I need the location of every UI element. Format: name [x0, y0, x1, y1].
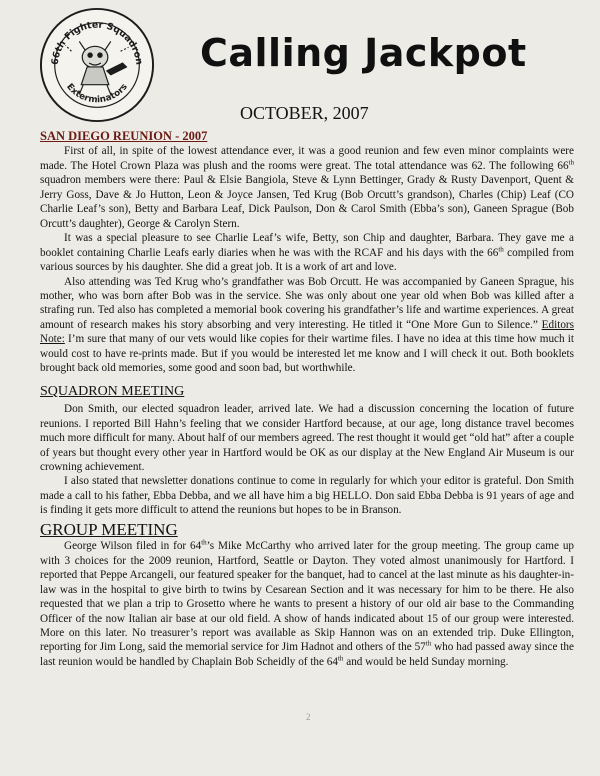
reunion-paragraph-3: Also attending was Ted Krug who’s grandfather was Bob Orcutt. He was accompanied by Ganeen Sprague, his mother, who was born after Bob was in the service. She was only about one year old when Bob was killed after a strafing run. Ted also has completed a memorial book covering his grandfather’s life and wartime experiences. A great amount of research makes his story absorbing and very interesting. He titled it “One More Gun to Silence.” Editors Note: I’m sure that many of our vets would like copies for their wartime files. I have no idea at this time how much it would cost to have re-prints made. But if you would be interested let me know and I will check it out. Both booklets brought back old memories, some good and soon bad, but worthwhile. [40, 275, 574, 375]
newsletter-title: Calling Jackpot [200, 31, 527, 75]
reunion-paragraph-2: It was a special pleasure to see Charlie Leaf’s wife, Betty, son Chip and daughter, Barbara. They gave me a booklet containing Charlie Leafs early diaries when he was with the RCAF and his days with the 66th compiled from various sources by his daughter. She did a great job. It is a work of art and love. [40, 232, 574, 274]
squadron-paragraph-1: Don Smith, our elected squadron leader, arrived late. We had a discussion concerning the location of future reunions. I reported Bill Hahn’s feeling that we consider Hartford because, at our age, long distance travel becomes much more difficult for many. About half of our members agreed. The rest thought it would get “old hat” after a couple of years but thought every other year in Hartford would be OK as our display at the New England Air Museum is our crowning achievement. [40, 403, 574, 473]
reunion-heading: SAN DIEGO REUNION - 2007 [40, 129, 208, 143]
group-meeting-heading: GROUP MEETING [40, 519, 178, 539]
logo-text-top: 66th Fighter Squadron [49, 19, 145, 66]
logo-text-bottom: Exterminators [64, 82, 130, 106]
group-paragraph-1: George Wilson filed in for 64th’s Mike McCarthy who arrived later for the group meeting. The group came up with 3 choices for the 2009 reunion, Hartford, Seattle or Dayton. They voted almost unanimously for Hartford. I reported that Peppe Arcangeli, our featured speaker for the banquet, had to cancel at the last minute as his daughter-in-law was in the hospital to give birth to twins by Cesarean Section and it was necessary for him to be there. He also requested that we plan a trip to Grosetto where he wants to present a history of our old air base to the Commanding Officer of the now Italian air base at our old field. A show of hands indicated about 15 of our group were interested. More on this later. No treasurer’s report was available as Skip Hannon was on an extended trip. Duke Ellington, reporting for Jim Long, said the memorial service for Jim Hadnot and others of the 57th who had passed away since the last reunion would be handled by Chaplain Bob Scheidly of the 64th and would be held Sunday morning. [40, 538, 575, 668]
editors-note-label: Editors Note: [40, 318, 574, 346]
issue-date: OCTOBER, 2007 [240, 103, 369, 123]
newsletter-body [40, 129, 574, 669]
squadron-meeting-heading: SQUADRON MEETING [40, 383, 185, 399]
squadron-paragraph-2: I also stated that newsletter donations continue to come in regularly for which your editor is grateful. Don Smith made a call to his father, Ebba Debba, and we all have him a big HELLO. Don said Ebba Debba is 91 years of age and is finding it gets more difficult to attend the reunions but hopes to be in Branson. [40, 475, 574, 517]
reunion-paragraph-1: First of all, in spite of the lowest attendance ever, it was a good reunion and few even minor complaints were made. The Hotel Crown Plaza was plush and the rooms were great. The total attendance was 62. The following 66th squadron members were there: Paul & Elsie Bangiola, Steve & Lynn Bettinger, Grady & Rusty Davenport, Quent & Jerry Goss, Dave & Jo Hutton, Leon & Joyce Jansen, Ted Krug (Bob Orcutt’s grandson), Charles (Chip) Leaf (CO Charlie Leaf’s son), Betty and Barbara Leaf, Dick Paulson, Don & Carol Smith (Ebba’s son), Ganeen Sprague (Bob Orcutt’s daughter), George & Carolyn Stern. [40, 145, 574, 230]
page-number: 2 [306, 712, 311, 722]
squadron-logo [38, 6, 156, 124]
